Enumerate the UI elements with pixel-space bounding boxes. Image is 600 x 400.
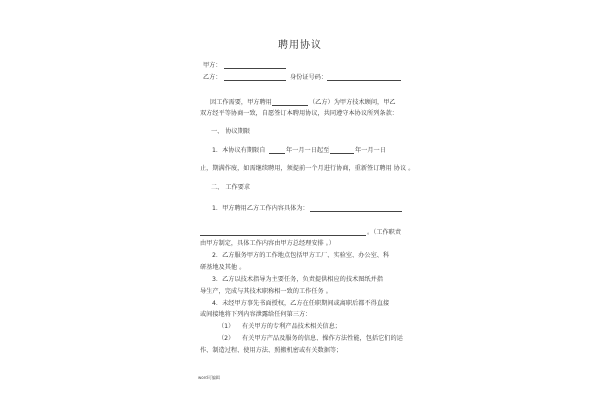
intro-text-1: 因工作需要，甲方聘用 bbox=[210, 99, 272, 106]
document-title: 聘用协议 bbox=[278, 40, 322, 51]
item-2-text-a: 有关甲方产品及服务的信息、操作方法性能，包括它们的运 bbox=[242, 335, 403, 342]
requirement-4a: 4．未经甲方事先书面授权，乙方在任职期间或离职后都不得直接 bbox=[212, 300, 390, 307]
term-text-2: 止，期满作废，如需继续聘用，须提前一个月进行协商，重新签订聘用 协议 。 bbox=[200, 165, 415, 172]
requirement-3a: 3．乙方以技术指导为主要任务，负责提供相应的技术图纸并指 bbox=[212, 276, 383, 283]
requirement-1-cont: 由甲方制定，具体工作内容由甲方总经理安排 。） bbox=[200, 240, 335, 247]
term-text-1c: 年一月一日 bbox=[355, 147, 386, 154]
employee-name-blank bbox=[272, 105, 308, 106]
term-text-1a: 1．本协议有期限自 bbox=[212, 147, 266, 154]
party-a-label: 甲方： bbox=[203, 62, 222, 69]
party-b-label: 乙方： bbox=[203, 74, 222, 81]
item-2-text-b: 作、制造过程、使用方法、照搬机密或有关数据等； bbox=[200, 347, 343, 354]
intro-text-1b: （乙方）为甲方技术顾问，甲乙 bbox=[309, 99, 396, 106]
job-content-blank-2 bbox=[200, 235, 366, 236]
section-1-heading: 一、 协议期限 bbox=[211, 128, 251, 135]
item-1-text: 有关甲方的专利产品技术相关信息； bbox=[242, 323, 341, 330]
id-number-blank bbox=[327, 80, 401, 81]
job-content-blank-1 bbox=[310, 211, 402, 212]
party-b-blank bbox=[224, 80, 286, 81]
requirement-3b: 导生产，完成与其技术职称相一致的工作任务 。 bbox=[200, 288, 332, 295]
item-1-number: （1） bbox=[218, 323, 235, 330]
start-year-blank bbox=[269, 153, 285, 154]
term-text-1b: 年一月一日起至 bbox=[286, 147, 330, 154]
end-year-blank bbox=[330, 153, 354, 154]
requirement-4b: 或间接地将下列内容泄露给任何第三方： bbox=[200, 311, 312, 318]
intro-text-2: 双方经平等协商一致，自愿签订本聘用协议，共同遵守本协议所列条款： bbox=[200, 110, 398, 117]
requirement-2a: 2．乙方服务甲方的工作地点包括甲方工厂、实验室、办公室、科 bbox=[212, 252, 390, 259]
requirement-1-end: 。（工作职责 bbox=[367, 229, 402, 236]
party-a-blank bbox=[224, 68, 286, 69]
section-2-heading: 二、 工作要求 bbox=[211, 184, 251, 191]
id-number-label: 身份证号码： bbox=[290, 74, 328, 81]
footer-note: word可编辑 bbox=[198, 375, 220, 380]
item-2-number: （2） bbox=[218, 335, 235, 342]
requirement-1: 1．甲方聘用乙方工作内容具体为： bbox=[212, 205, 309, 212]
requirement-2b: 研基地及其他 。 bbox=[200, 264, 246, 271]
